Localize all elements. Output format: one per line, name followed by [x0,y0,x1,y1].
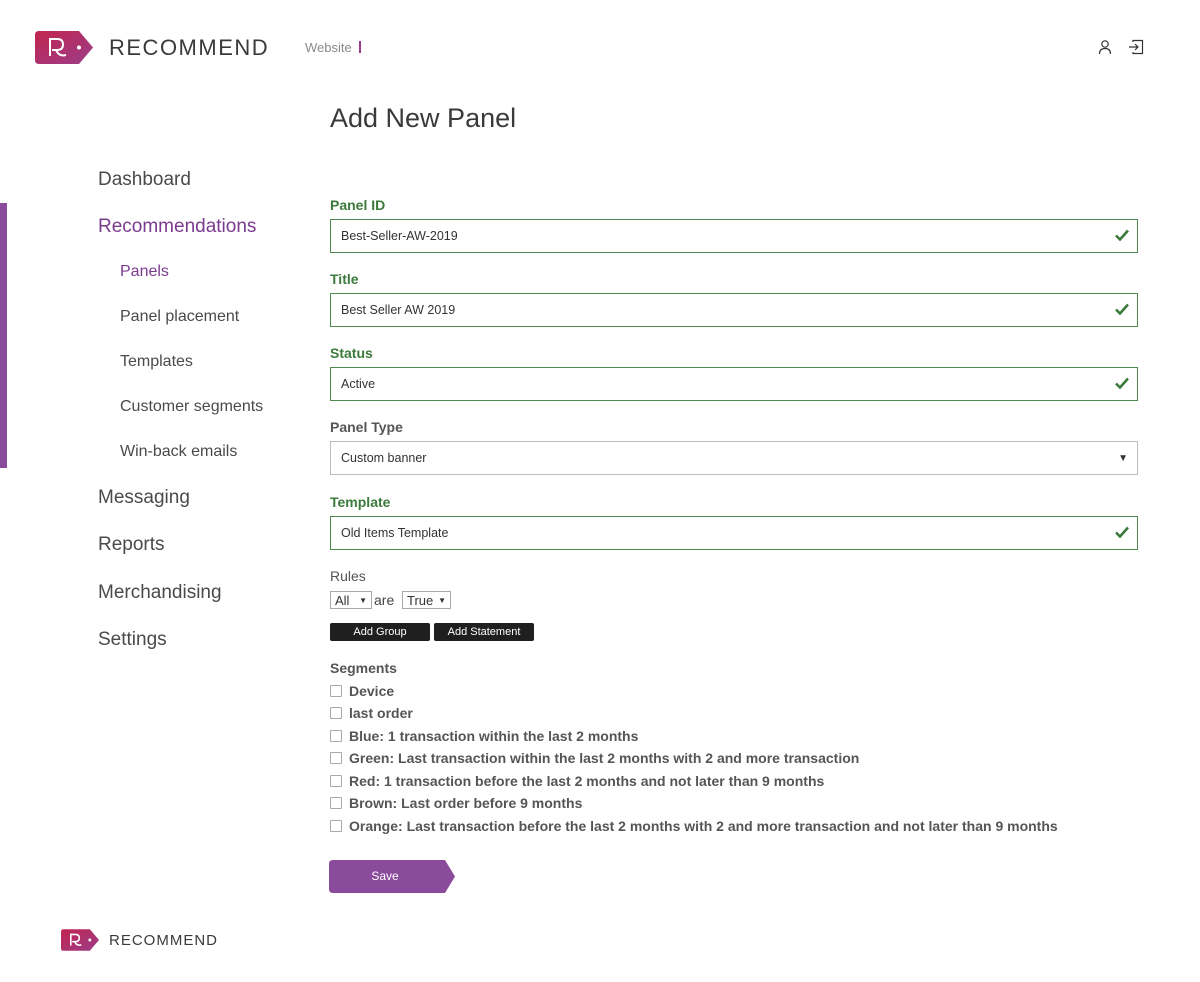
website-selector[interactable] [305,40,361,55]
rules-label: Rules [330,568,366,584]
segments-label: Segments [330,660,397,676]
sidebar-subitem-panels[interactable]: Panels [120,263,169,280]
panel-type-select[interactable] [330,441,1138,475]
dropdown-arrow-icon: ▼ [1118,453,1128,464]
user-icon[interactable] [1097,39,1113,55]
segment-label: Green: Last transaction within the last 2 months with 2 and more transaction [349,750,860,766]
panel-type-value: Custom banner [341,451,427,465]
logo-tag-icon [35,31,93,64]
valid-check-icon [1115,377,1129,389]
add-statement-button[interactable]: Add Statement [434,623,534,641]
page-title: Add New Panel [330,103,517,133]
checkbox[interactable] [330,820,342,832]
title-label: Title [330,271,359,287]
checkbox[interactable] [330,707,342,719]
checkbox[interactable] [330,730,342,742]
panel-id-field-wrapper [330,219,1138,253]
segment-option[interactable] [330,683,394,699]
segment-option[interactable] [330,750,859,766]
segment-label: Orange: Last transaction before the last 2 months with 2 and more transaction and not later than 9 months [349,818,1058,834]
rules-match-select[interactable] [330,591,372,609]
segment-option[interactable] [330,773,824,789]
status-label: Status [330,345,373,361]
template-input[interactable] [341,517,1101,549]
sidebar-subitem-customer-segments[interactable]: Customer segments [120,398,264,415]
logo-tag-icon [61,929,99,951]
footer-brand-logo [61,929,218,951]
website-label: Website [305,40,352,55]
template-label: Template [330,494,391,510]
segment-option[interactable] [330,795,582,811]
segment-option[interactable] [330,818,1058,834]
panel-id-input[interactable] [341,220,1101,252]
sidebar-active-indicator [0,203,7,468]
sidebar-subitem-panel-placement[interactable]: Panel placement [120,308,240,325]
save-button-label: Save [371,869,399,883]
valid-check-icon [1115,303,1129,315]
dropdown-arrow-icon: ▼ [438,596,446,605]
segment-label: Blue: 1 transaction within the last 2 months [349,728,639,744]
title-field-wrapper [330,293,1138,327]
valid-check-icon [1115,526,1129,538]
rules-truth-value: True [407,593,434,608]
panel-type-label: Panel Type [330,419,403,435]
panel-id-label: Panel ID [330,197,386,213]
template-field-wrapper [330,516,1138,550]
title-input[interactable] [341,294,1101,326]
save-button[interactable] [329,860,455,893]
dropdown-arrow-icon: ▼ [359,596,367,605]
logout-icon[interactable] [1128,39,1144,55]
checkbox[interactable] [330,797,342,809]
footer-brand-name: RECOMMEND [109,931,218,949]
status-field-wrapper [330,367,1138,401]
segment-label: Device [349,683,395,699]
rules-connector-text: are [374,592,395,608]
segment-option[interactable] [330,705,413,721]
sidebar-item-merchandising[interactable]: Merchandising [98,582,222,603]
sidebar-item-messaging[interactable]: Messaging [98,487,190,508]
status-input[interactable] [341,368,1101,400]
sidebar-item-recommendations[interactable]: Recommendations [98,216,257,237]
checkbox[interactable] [330,775,342,787]
sidebar-subitem-win-back-emails[interactable]: Win-back emails [120,443,238,460]
sidebar-item-settings[interactable]: Settings [98,629,167,650]
sidebar-subitem-templates[interactable]: Templates [120,353,193,370]
checkbox[interactable] [330,685,342,697]
sidebar-item-reports[interactable]: Reports [98,534,165,555]
segment-label: Brown: Last order before 9 months [349,795,583,811]
brand-name: RECOMMEND [109,34,270,60]
add-group-button[interactable]: Add Group [330,623,430,641]
segment-label: Red: 1 transaction before the last 2 months and not later than 9 months [349,773,825,789]
segment-label: last order [349,705,413,721]
rules-match-value: All [335,593,350,608]
valid-check-icon [1115,229,1129,241]
rules-truth-select[interactable] [402,591,451,609]
segment-option[interactable] [330,728,638,744]
sidebar-item-dashboard[interactable]: Dashboard [98,169,191,190]
brand-logo[interactable] [35,31,269,64]
text-cursor-caret [359,41,361,53]
checkbox[interactable] [330,752,342,764]
